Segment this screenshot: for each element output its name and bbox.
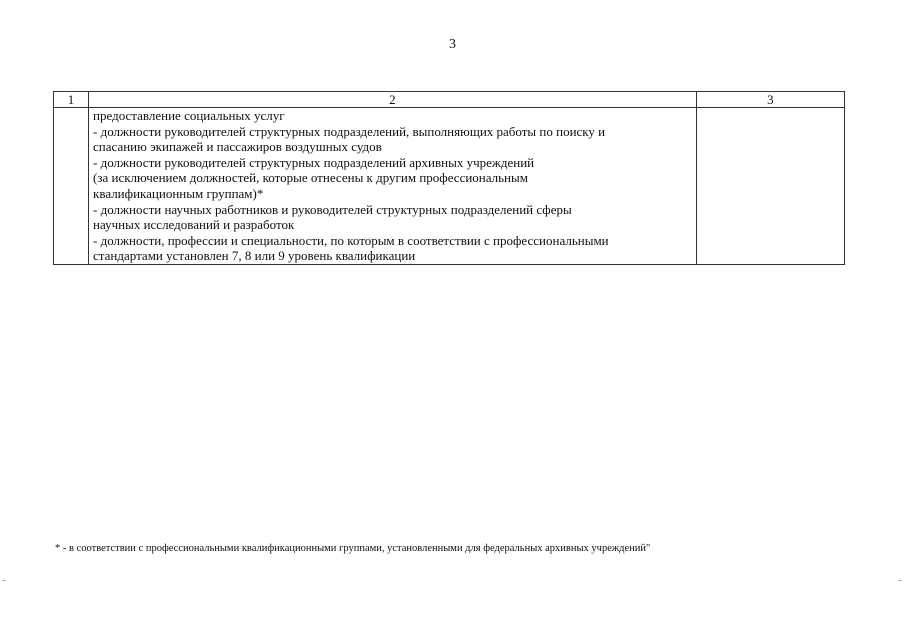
column-header-1: 1	[54, 92, 89, 108]
left-edge-mark	[2, 580, 6, 581]
positions-list-text: предоставление социальных услуг - должности руководителей структурных подразделений, выполняющих работы по поиску и спасанию экипажей и пассажиров воздушных судов - должности руководителей структурных подразделений архивных учреждений (за исключением должностей, которые отнесены к другим профессиональным квалификационным группам)* - должности научных работников и руководителей структурных подразделений сферы научных исследований и разработок - должности, профессии и специальности, по которым в соответствии с профессиональными стандартами установлен 7, 8 или 9 уровень квалификации	[93, 108, 609, 264]
table-cell-col2	[89, 108, 697, 265]
column-header-2: 2	[89, 92, 697, 108]
table-row	[54, 108, 845, 265]
positions-table	[53, 91, 845, 265]
footnote: * - в соответствии с профессиональными квалификационными группами, установленными для федеральных архивных учреждений"	[55, 543, 651, 554]
table-header-row	[54, 92, 845, 108]
table-cell-col3	[696, 108, 844, 265]
table-cell-col1	[54, 108, 89, 265]
column-header-3: 3	[696, 92, 844, 108]
page-number: 3	[449, 37, 456, 52]
right-edge-mark	[898, 580, 902, 581]
